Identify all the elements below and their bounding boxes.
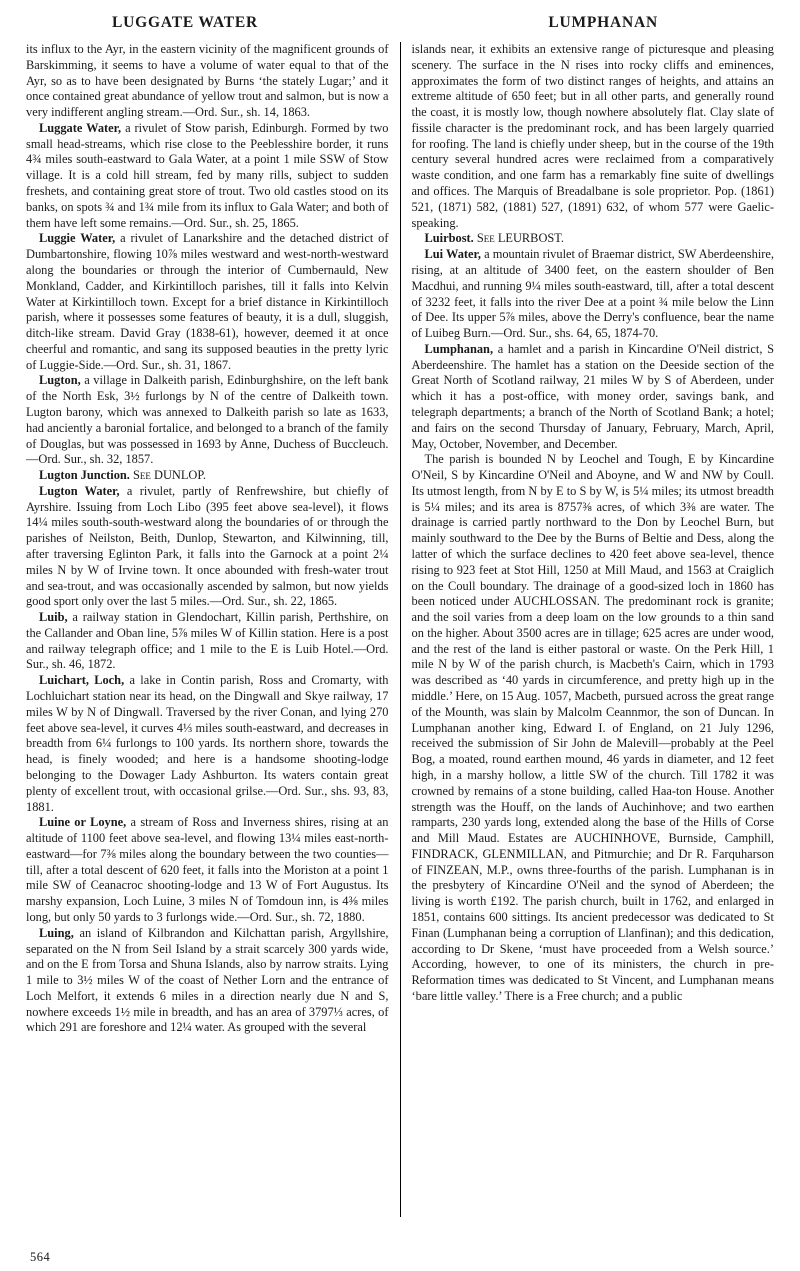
paragraph [412, 42, 775, 231]
entry-lugton-junction [26, 468, 389, 484]
entry-lugton-water [26, 484, 389, 610]
entry-luib [26, 610, 389, 673]
entry-luichart-loch [26, 673, 389, 815]
entry-headword: Lugton Water, [39, 483, 120, 498]
running-head-left: LUGGATE WATER [112, 14, 259, 31]
entry-luggie-water [26, 231, 389, 373]
entry-luggate-water [26, 121, 389, 231]
paragraph-text: its influx to the Ayr, in the eastern vicinity of the magnificent grounds of Barskimming, it seems to have a volume of water equal to that of the Ayr, so as to have been designated by Burns ‘the stately Lugar;’ and it once contained great abundance of yellow trout and salmon, but is now a very indifferent angling stream.—Ord. Sur., sh. 14, 1863. [26, 42, 389, 120]
entry-text: a mountain rivulet of Braemar district, SW Aberdeenshire, rising, at an altitude of 3400 feet, on the eastern shoulder of Ben Macdhui, and running 9¼ miles south-eastward, till, after a total descent of 3232 feet, it falls into the river Dee at a point ¾ mile below the Linn of Dee. Its upper 5⅞ miles, above the Derry's confluence, bear the name of Luibeg Burn.—Ord. Sur., shs. 64, 65, 1874-70. [411, 247, 774, 341]
page-number: 564 [30, 1250, 51, 1264]
entry-text: The parish is bounded N by Leochel and Tough, E by Kincardine O'Neil, S by Kincardine O'Neil and Aboyne, and W and NW by Coull. Its utmost length, from N by E to S by W, is 5¼ miles; its utmost breadth is 5¼ miles; and its area is 8757⅜ acres, of which 3⅜ are water. The drainage is carried partly northward to the Don by Leochel Burn, but mainly southward to the Dee by the Burns of Beltie and Dess, along the latter of which the surface declines to 420 feet above sea-level, thence rising to 923 feet at Stot Hill, 1250 at Mill Maud, and 1563 at Craiglich on the Coull boundary. The drainage of a good-sized loch in 1860 has been noticed under AUCHLOSSAN. The predominant rock is granite; and the soil varies from a deep loam on the low grounds to a thin sand on the higher. About 3500 acres are in tillage; 625 acres are under wood, and the rest of the land is either pastoral or waste. On the Perk Hill, 1 mile N by W of the parish church, is Macbeth's Cairn, which in 1793 was described as ‘40 yards in circumference, and pretty high up in the middle.’ Here, on 15 Aug. 1057, Macbeth, pursued across the great range of the Mounth, was slain by Malcolm Ceannmor, the son of Duncan. In Lumphanan another king, Edward I. of England, on 21 July 1296, received the submission of Sir John de Malevill—probably at the Peel Bog, a moated, round earthen mound, 46 yards in diameter, and 12 feet high, in a marshy hollow, a little SW of the church. Till 1782 it was crowned by remains of a stone building, called Haa-ton House. Another strength was the Houff, on the lands of Auchinhove; and two earthen ramparts, 230 yards long, extended along the base of the Hills of Corse and Mill Maud. Estates are AUCHINHOVE, Burnside, Camphill, FINDRACK, GLENMILLAN, and Pitmurchie; and Dr R. Farquharson of FINZEAN, M.P., owns three-fourths of the parish. Lumphanan is in the presbytery of Kincardine O'Neil and the synod of Aberdeen; the living is worth £192. The parish church, built in 1762, and enlarged in 1851, contains 600 sittings. Its ancient predecessor was dedicated to St Finan (Lumphanan being a corruption of Llanfinan); and this dedication, according to Dr Skene, ‘must have proceeded from a Welsh source.’ According, however, to one of its ministers, the church in pre-Reformation times was dedicated to St Vincent, and Lumphanan means ‘bare little valley.’ There is a Free church; and a public [411, 452, 774, 1003]
paragraph-text: islands near, it exhibits an extensive range of picturesque and pleasing scenery. The surface in the N rises into rocky cliffs and eminences, approximates the form of two distinct ranges of heights, and attains an extreme altitude of 650 feet; but in all other parts, and generally round the coast, it is mostly low, though nowhere absolutely flat. Clay slate of fissile character is the predominant rock, and has been largely quarried for roofing. The land is chiefly under sheep, but in the course of the 19th century several hundred acres were reclaimed from a comparatively waste condition, and one farm has a remarkably fine suite of dwellings and offices. The Marquis of Breadalbane is sole proprietor. Pop. (1861) 521, (1871) 582, (1881) 527, (1891) 632, of whom 577 were Gaelic-speaking. [411, 42, 774, 230]
entry-luine-or-loyne [26, 815, 389, 925]
entry-lugton [26, 373, 389, 468]
paragraph [26, 42, 389, 121]
running-head-right: LUMPHANAN [548, 14, 658, 31]
entry-text: a rivulet of Stow parish, Edinburgh. Formed by two small head-streams, which rise close to the Peeblesshire border, it runs 4¾ miles south-eastward to Gala Water, at a point 1 mile SSW of Stow village. It is a cold hill stream, fed by many rills, subject to sudden freshets, and containing great store of trout. Two old castles stood on its banks, on spots ¾ and 1¾ mile from its influx to Gala Water; and both of them have left some remains.—Ord. Sur., sh. 25, 1865. [26, 120, 389, 230]
entry-headword: Lugton Junction. [39, 468, 130, 483]
entry-headword: Luggie Water, [39, 231, 116, 246]
entry-lumphanan-parish [412, 452, 775, 1004]
entry-headword: Luichart, Loch, [39, 673, 125, 688]
entry-text: a railway station in Glendochart, Killin parish, Perthshire, on the Callander and Oban line, 5⅞ miles W of Killin station. Here is a post and railway telegraph office; and 1 mile to the E is Luib Hotel.—Ord. Sur., sh. 46, 1872. [26, 610, 389, 672]
entry-text: a hamlet and a parish in Kincardine O'Neil district, S Aberdeenshire. The hamlet has a station on the Deeside section of the Great North of Scotland railway, 21 miles W by S of Aberdeen, under which it has a post-office, with money order, savings bank, and telegraph departments; a branch of the North of Scotland Bank; a hotel; and fairs on the second Thursday of January, February, March, April, May, October, November, and December. [411, 341, 774, 451]
entry-text: a rivulet of Lanarkshire and the detached district of Dumbartonshire, flowing 10⅞ miles westward and west-north-westward along the boundaries or through the interior of Cumbernauld, New Monkland, Cadder, and Kirkintilloch parishes, till it falls into Kelvin Water at Kirkintilloch town. Except for a brief distance in Kirkintilloch parish, where it possesses some features of beauty, it is a dull, sluggish, ditch-like stream. David Gray (1838-61), however, deemed it at once cheerful and romantic, and sang its supposed beauties in the pretty lyric of Luggie-Side.—Ord. Sur., sh. 31, 1867. [26, 231, 389, 372]
entry-text: a stream of Ross and Inverness shires, rising at an altitude of 1100 feet above sea-level, and flowing 13¼ miles east-north-eastward—for 7⅜ miles along the boundary between the two counties—till, after a total descent of 620 feet, it falls into the Moriston at a point 1 mile SW of Ceanacroc shooting-lodge and 13 W of Fort Augustus. Its marshy expansion, Loch Luine, 3 miles N of Tomdoun inn, is 4⅜ miles long, but only 50 yards to 3 furlongs wide.—Ord. Sur., sh. 72, 1880. [26, 815, 389, 924]
entry-luing [26, 926, 389, 1036]
left-column [26, 42, 401, 1217]
entry-text: See DUNLOP. [129, 468, 206, 483]
entry-headword: Luine or Loyne, [39, 815, 127, 830]
two-column-body [26, 42, 774, 1217]
entry-text: an island of Kilbrandon and Kilchattan parish, Argyllshire, separated on the N from Seil Island by a strait scarcely 300 yards wide, and on the E from Torsa and Shuna Islands, also by narrow straits. Lying 1 mile to 3½ miles W of the coast of Nether Lorn and the entrance of Loch Melfort, it extends 6 miles in a direction nearly due N and S, nowhere exceeds 1½ mile in breadth, and has an area of 3797⅓ acres, of which 291 are foreshore and 12¼ water. As grouped with the several [26, 925, 389, 1035]
entry-headword: Luib, [39, 610, 68, 625]
entry-text: a village in Dalkeith parish, Edinburghshire, on the left bank of the North Esk, 3½ furlongs by N of the centre of Dalkeith town. Lugton barony, which was annexed to Dalkeith parish so late as 1633, had anciently a baronial fortalice, and belonged to a branch of the family of Douglas, but was possessed in 1693 by Anne, Duchess of Buccleuch.—Ord. Sur., sh. 32, 1857. [26, 373, 389, 467]
running-head [26, 14, 774, 32]
entry-headword: Luing, [39, 925, 74, 940]
entry-lumphanan [412, 342, 775, 452]
entry-text: a lake in Contin parish, Ross and Cromarty, with Lochluichart station near its head, on the Dingwall and Skye railway, 17 miles W by N of Dingwall. Traversed by the river Conan, and lying 270 feet above sea-level, it curves 4⅓ miles south-eastward, and decreases in breadth from 6¼ furlongs to 100 yards. Its northern shore, towards the head, is finely wooded; and here is a handsome shooting-lodge belonging to the Dowager Lady Ashburton. Its waters contain great plenty of excellent trout, with occasional grilse.—Ord. Sur., shs. 93, 83, 1881. [26, 673, 389, 814]
entry-luirbost [412, 231, 775, 247]
entry-headword: Luggate Water, [39, 120, 122, 135]
entry-text: a rivulet, partly of Renfrewshire, but chiefly of Ayrshire. Issuing from Loch Libo (395 feet above sea-level), it flows 14¼ miles south-south-westward along the boundaries of or through the parishes of Neilston, Beith, Dunlop, Stewarton, and Kilwinning, till, after traversing Eglinton Park, it falls into the Garnock at a point 2¼ miles N by W of Irvine town. It once abounded with fresh-water trout and sea-trout, and was occasionally ascended by salmon, but now yields good sport only over the last 5 miles.—Ord. Sur., sh. 22, 1865. [26, 483, 389, 609]
entry-headword: Lugton, [39, 373, 81, 388]
entry-headword: Luirbost. [424, 231, 474, 246]
entry-headword: Lumphanan, [424, 341, 494, 356]
right-column [401, 42, 775, 1217]
entry-text: See LEURBOST. [473, 231, 565, 246]
entry-lui-water [412, 247, 775, 342]
entry-headword: Lui Water, [424, 247, 481, 262]
